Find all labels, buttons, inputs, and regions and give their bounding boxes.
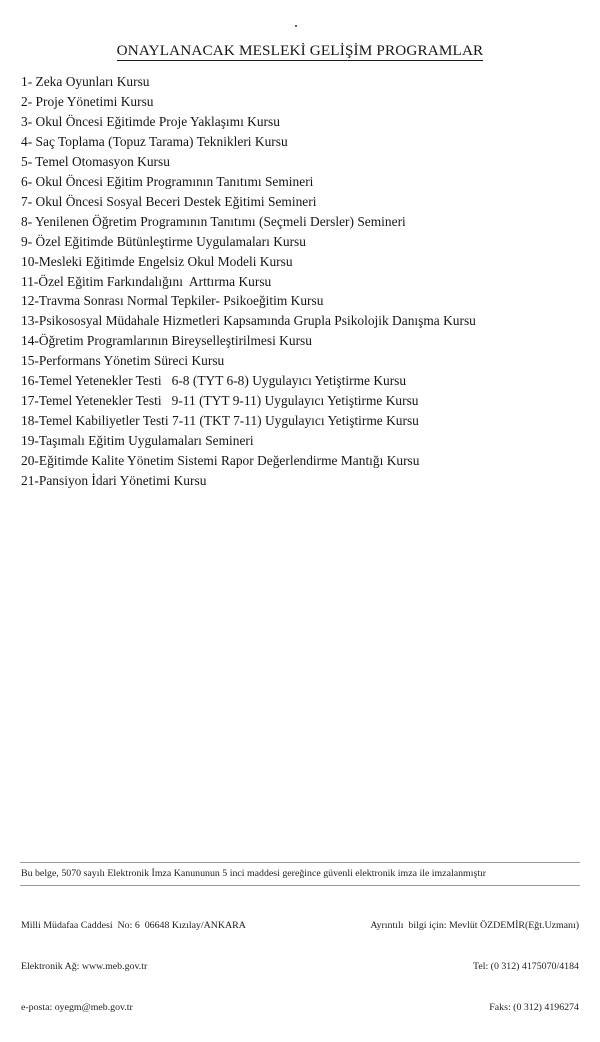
list-item: 14-Öğretim Programlarının Bireyselleştirilmesi Kursu	[21, 333, 312, 349]
program-list	[21, 72, 582, 491]
list-item: 3- Okul Öncesi Eğitimde Proje Yaklaşımı Kursu	[21, 113, 280, 129]
list-item: 12-Travma Sonrası Normal Tepkiler- Psikoeğitim Kursu	[21, 293, 324, 309]
list-item: 2- Proje Yönetimi Kursu	[21, 93, 154, 109]
list-item: 5- Temel Otomasyon Kursu	[21, 153, 170, 169]
list-item: 9- Özel Eğitimde Bütünleştirme Uygulamaları Kursu	[21, 233, 306, 249]
list-item: 13-Psikososyal Müdahale Hizmetleri Kapsamında Grupla Psikolojik Danışma Kursu	[21, 313, 476, 329]
list-item: 19-Taşımalı Eğitim Uygulamaları Semineri	[21, 433, 254, 449]
list-item: 7- Okul Öncesi Sosyal Beceri Destek Eğitimi Semineri	[21, 193, 317, 209]
footer-website-line[interactable]: Elektronik Ağ: www.meb.gov.tr	[21, 960, 148, 972]
esignature-note: Bu belge, 5070 sayılı Elektronik İmza Kanununun 5 inci maddesi gereğince güvenli elektronik imza ile imzalanmıştır	[21, 868, 487, 879]
list-item: 21-Pansiyon İdari Yönetimi Kursu	[21, 473, 207, 489]
footer-address-block	[20, 892, 246, 1042]
page-title	[0, 42, 600, 60]
list-item: 16-Temel Yetenekler Testi 6-8 (TYT 6-8) Uygulayıcı Yetiştirme Kursu	[21, 373, 407, 389]
page-footer	[20, 862, 580, 1013]
footer-phone-line: Tel: (0 312) 4175070/4184	[472, 960, 579, 972]
footer-email-line[interactable]: e-posta: oyegm@meb.gov.tr	[21, 1001, 133, 1013]
list-item: 10-Mesleki Eğitimde Engelsiz Okul Modeli Kursu	[21, 253, 293, 269]
list-item: 6- Okul Öncesi Eğitim Programının Tanıtımı Semineri	[21, 173, 314, 189]
list-item: 20-Eğitimde Kalite Yönetim Sistemi Rapor Değerlendirme Mantığı Kursu	[21, 453, 420, 469]
list-item: 8- Yenilenen Öğretim Programının Tanıtımı (Seçmeli Dersler) Semineri	[21, 213, 406, 229]
footer-address-line: Milli Müdafaa Caddesi No: 6 06648 Kızılay/ANKARA	[21, 920, 246, 932]
list-item: 11-Özel Eğitim Farkındalığını Arttırma Kursu	[21, 273, 272, 289]
footer-columns	[20, 886, 580, 1042]
footer-contact-person: Ayrıntılı bilgi için: Mevlüt ÖZDEMİR(Eğt.Uzmanı)	[370, 920, 579, 932]
ink-dot-artifact	[295, 25, 297, 27]
list-item: 18-Temel Kabiliyetler Testi 7-11 (TKT 7-11) Uygulayıcı Yetiştirme Kursu	[21, 413, 419, 429]
list-item: 4- Saç Toplama (Topuz Tarama) Teknikleri Kursu	[21, 133, 288, 149]
list-item: 1- Zeka Oyunları Kursu	[21, 74, 150, 89]
footer-contact-block	[370, 892, 580, 1042]
list-item: 17-Temel Yetenekler Testi 9-11 (TYT 9-11) Uygulayıcı Yetiştirme Kursu	[21, 393, 419, 409]
page-title-text: ONAYLANACAK MESLEKİ GELİŞİM PROGRAMLAR	[116, 42, 484, 60]
list-item: 15-Performans Yönetim Süreci Kursu	[21, 353, 225, 369]
footer-fax-line: Faks: (0 312) 4196274	[489, 1001, 579, 1013]
